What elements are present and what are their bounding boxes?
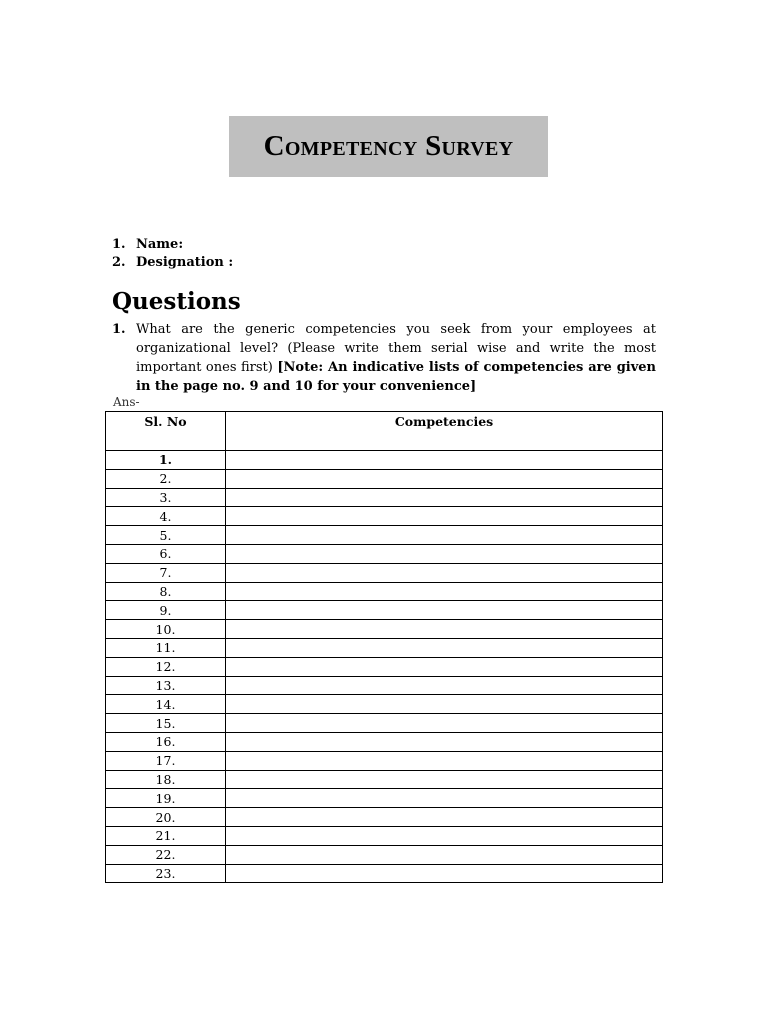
competency-cell[interactable]: [226, 826, 663, 845]
table-row: [106, 845, 663, 864]
field-number: 1.: [112, 237, 126, 252]
table-row: [106, 864, 663, 883]
competency-cell[interactable]: [226, 469, 663, 488]
competency-cell[interactable]: [226, 751, 663, 770]
competency-cell[interactable]: [226, 789, 663, 808]
competency-cell[interactable]: [226, 601, 663, 620]
serial-number-cell: 20.: [106, 808, 226, 827]
table-row: [106, 770, 663, 789]
table-row: [106, 601, 663, 620]
serial-number-cell: 8.: [106, 582, 226, 601]
page-title: Competency Survey: [263, 130, 514, 162]
serial-number-cell: 21.: [106, 826, 226, 845]
serial-number-cell: 6.: [106, 544, 226, 563]
serial-number-cell: 5.: [106, 526, 226, 545]
header-competencies: Competencies: [226, 412, 663, 451]
question-1: [112, 320, 656, 396]
serial-number-cell: 10.: [106, 620, 226, 639]
competency-cell[interactable]: [226, 638, 663, 657]
serial-number-cell: 23.: [106, 864, 226, 883]
serial-number-cell: 2.: [106, 469, 226, 488]
questions-heading: Questions: [112, 288, 241, 315]
header-sl-no: Sl. No: [106, 412, 226, 451]
table-row: [106, 676, 663, 695]
table-row: [106, 826, 663, 845]
table-row: [106, 526, 663, 545]
competency-cell[interactable]: [226, 451, 663, 470]
question-text: What are the generic competencies you seek from your employees at organizational level? (Please write them serial wise and write the most important ones first): [136, 322, 656, 375]
field-label-name: Name:: [136, 237, 184, 252]
serial-number-cell: 22.: [106, 845, 226, 864]
question-note: [Note: An indicative lists of competencies are given in the page no. 9 and 10 for your convenience]: [136, 360, 657, 394]
question-body: [136, 320, 656, 396]
table-header-row: [106, 412, 663, 451]
serial-number-cell: 13.: [106, 676, 226, 695]
competency-cell[interactable]: [226, 657, 663, 676]
competency-cell[interactable]: [226, 808, 663, 827]
table-row: [106, 563, 663, 582]
competency-cell[interactable]: [226, 695, 663, 714]
title-box: [229, 116, 548, 177]
table-row: [106, 582, 663, 601]
question-number: 1.: [112, 322, 126, 337]
competency-cell[interactable]: [226, 526, 663, 545]
competency-table: [105, 411, 663, 883]
competency-cell[interactable]: [226, 770, 663, 789]
table-row: [106, 451, 663, 470]
competency-cell[interactable]: [226, 676, 663, 695]
table-body: [106, 451, 663, 883]
field-name: [112, 236, 233, 254]
answer-label: Ans-: [113, 395, 140, 409]
serial-number-cell: 12.: [106, 657, 226, 676]
field-designation: [112, 254, 233, 272]
serial-number-cell: 7.: [106, 563, 226, 582]
table-row: [106, 620, 663, 639]
competency-cell[interactable]: [226, 488, 663, 507]
table-row: [106, 732, 663, 751]
field-number: 2.: [112, 255, 126, 270]
table-row: [106, 714, 663, 733]
competency-cell[interactable]: [226, 563, 663, 582]
serial-number-cell: 9.: [106, 601, 226, 620]
competency-cell[interactable]: [226, 544, 663, 563]
table-row: [106, 789, 663, 808]
table-row: [106, 808, 663, 827]
table-row: [106, 469, 663, 488]
competency-cell[interactable]: [226, 864, 663, 883]
field-label-designation: Designation :: [136, 255, 234, 270]
serial-number-cell: 17.: [106, 751, 226, 770]
competency-cell[interactable]: [226, 507, 663, 526]
competency-cell[interactable]: [226, 582, 663, 601]
serial-number-cell: 15.: [106, 714, 226, 733]
serial-number-cell: 1.: [106, 451, 226, 470]
table-row: [106, 544, 663, 563]
competency-cell[interactable]: [226, 620, 663, 639]
table-row: [106, 657, 663, 676]
serial-number-cell: 4.: [106, 507, 226, 526]
competency-cell[interactable]: [226, 845, 663, 864]
serial-number-cell: 3.: [106, 488, 226, 507]
table-row: [106, 507, 663, 526]
field-list: [112, 236, 233, 272]
competency-cell[interactable]: [226, 732, 663, 751]
table-row: [106, 488, 663, 507]
serial-number-cell: 14.: [106, 695, 226, 714]
table-row: [106, 695, 663, 714]
serial-number-cell: 16.: [106, 732, 226, 751]
table-row: [106, 751, 663, 770]
table-row: [106, 638, 663, 657]
competency-cell[interactable]: [226, 714, 663, 733]
serial-number-cell: 18.: [106, 770, 226, 789]
serial-number-cell: 19.: [106, 789, 226, 808]
serial-number-cell: 11.: [106, 638, 226, 657]
